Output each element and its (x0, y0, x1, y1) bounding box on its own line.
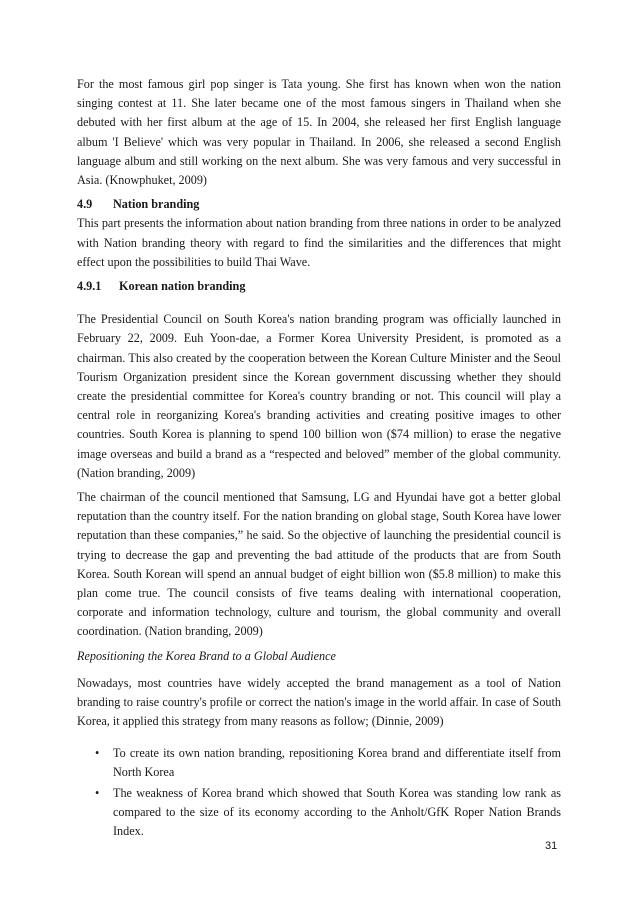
paragraph-repositioning: Nowadays, most countries have widely accepted the brand management as a tool of Nation branding to raise country's profile or correct the nation's image in the world affair. In case of South Korea, it applied this strategy from many reasons as follow; (Dinnie, 2009) (77, 675, 561, 729)
paragraph-tata-young: For the most famous girl pop singer is Tata young. She first has known when won the nation singing contest at 11. She later became one of the most famous singers in Thailand when she debuted with her first album at the age of 15. In 2004, she released her first English language album 'I Believe' which was very popular in Thailand. In 2006, she released a second English language album and still working on the next album. She was very famous and very successful in Asia. (Knowphuket, 2009) (77, 77, 561, 188)
section-number: 4.9.1 (77, 279, 102, 294)
bullet-icon: • (95, 785, 100, 800)
paragraph-nation-branding-intro: This part presents the information about nation branding from three nations in order to be analyzed with Nation branding theory with regard to find the similarities and the differences that might effect upon the possibilities to build Thai Wave. (77, 216, 561, 269)
italic-subheading: Repositioning the Korea Brand to a Global Audience (77, 648, 336, 663)
section-heading-4-9-1 (77, 277, 561, 296)
bullet-list (77, 744, 561, 842)
page-number: 31 (545, 840, 558, 852)
section-title: Korean nation branding (119, 279, 246, 294)
page-content (77, 75, 561, 844)
list-item-text: To create its own nation branding, repositioning Korea brand and differentiate itself from North Korea (113, 745, 561, 779)
list-item (77, 744, 561, 782)
list-item-text: The weakness of Korea brand which showed that South Korea was standing low rank as compared to the size of its economy according to the Anholt/GfK Roper Nation Brands Index. (113, 785, 561, 839)
paragraph-presidential-council: The Presidential Council on South Korea's nation branding program was officially launched in February 22, 2009. Euh Yoon-dae, a Former Korea University President, is promoted as a chairman. This also created by the cooperation between the Korean Culture Minister and the Seoul Tourism Organization president since the Korean government discussing whether they should create the presidential committee for Korea's country branding or not. This council will play a central role in reorganizing Korea's branding activities and creating positive images to other countries. South Korea is planning to spend 100 billion won ($74 million) to erase the negative image overseas and build a brand as a “respected and beloved” member of the global community. (Nation branding, 2009) (77, 312, 561, 480)
bullet-icon: • (95, 745, 100, 760)
section-number: 4.9 (77, 197, 93, 212)
paragraph-chairman: The chairman of the council mentioned that Samsung, LG and Hyundai have got a better global reputation than the country itself. For the nation branding on global stage, South Korea have lower reputation than these companies,” he said. So the objective of launching the presidential council is trying to decrease the gap and preventing the bad attitude of the products that are from South Korea. South Korean will spend an annual budget of eight billion won ($5.8 million) to make this plan come true. The council consists of five teams dealing with international cooperation, corporate and information technology, culture and tourism, the global community and overall coordination. (Nation branding, 2009) (77, 490, 561, 639)
section-heading-4-9 (77, 195, 561, 214)
section-title: Nation branding (113, 197, 200, 212)
list-item (77, 784, 561, 842)
